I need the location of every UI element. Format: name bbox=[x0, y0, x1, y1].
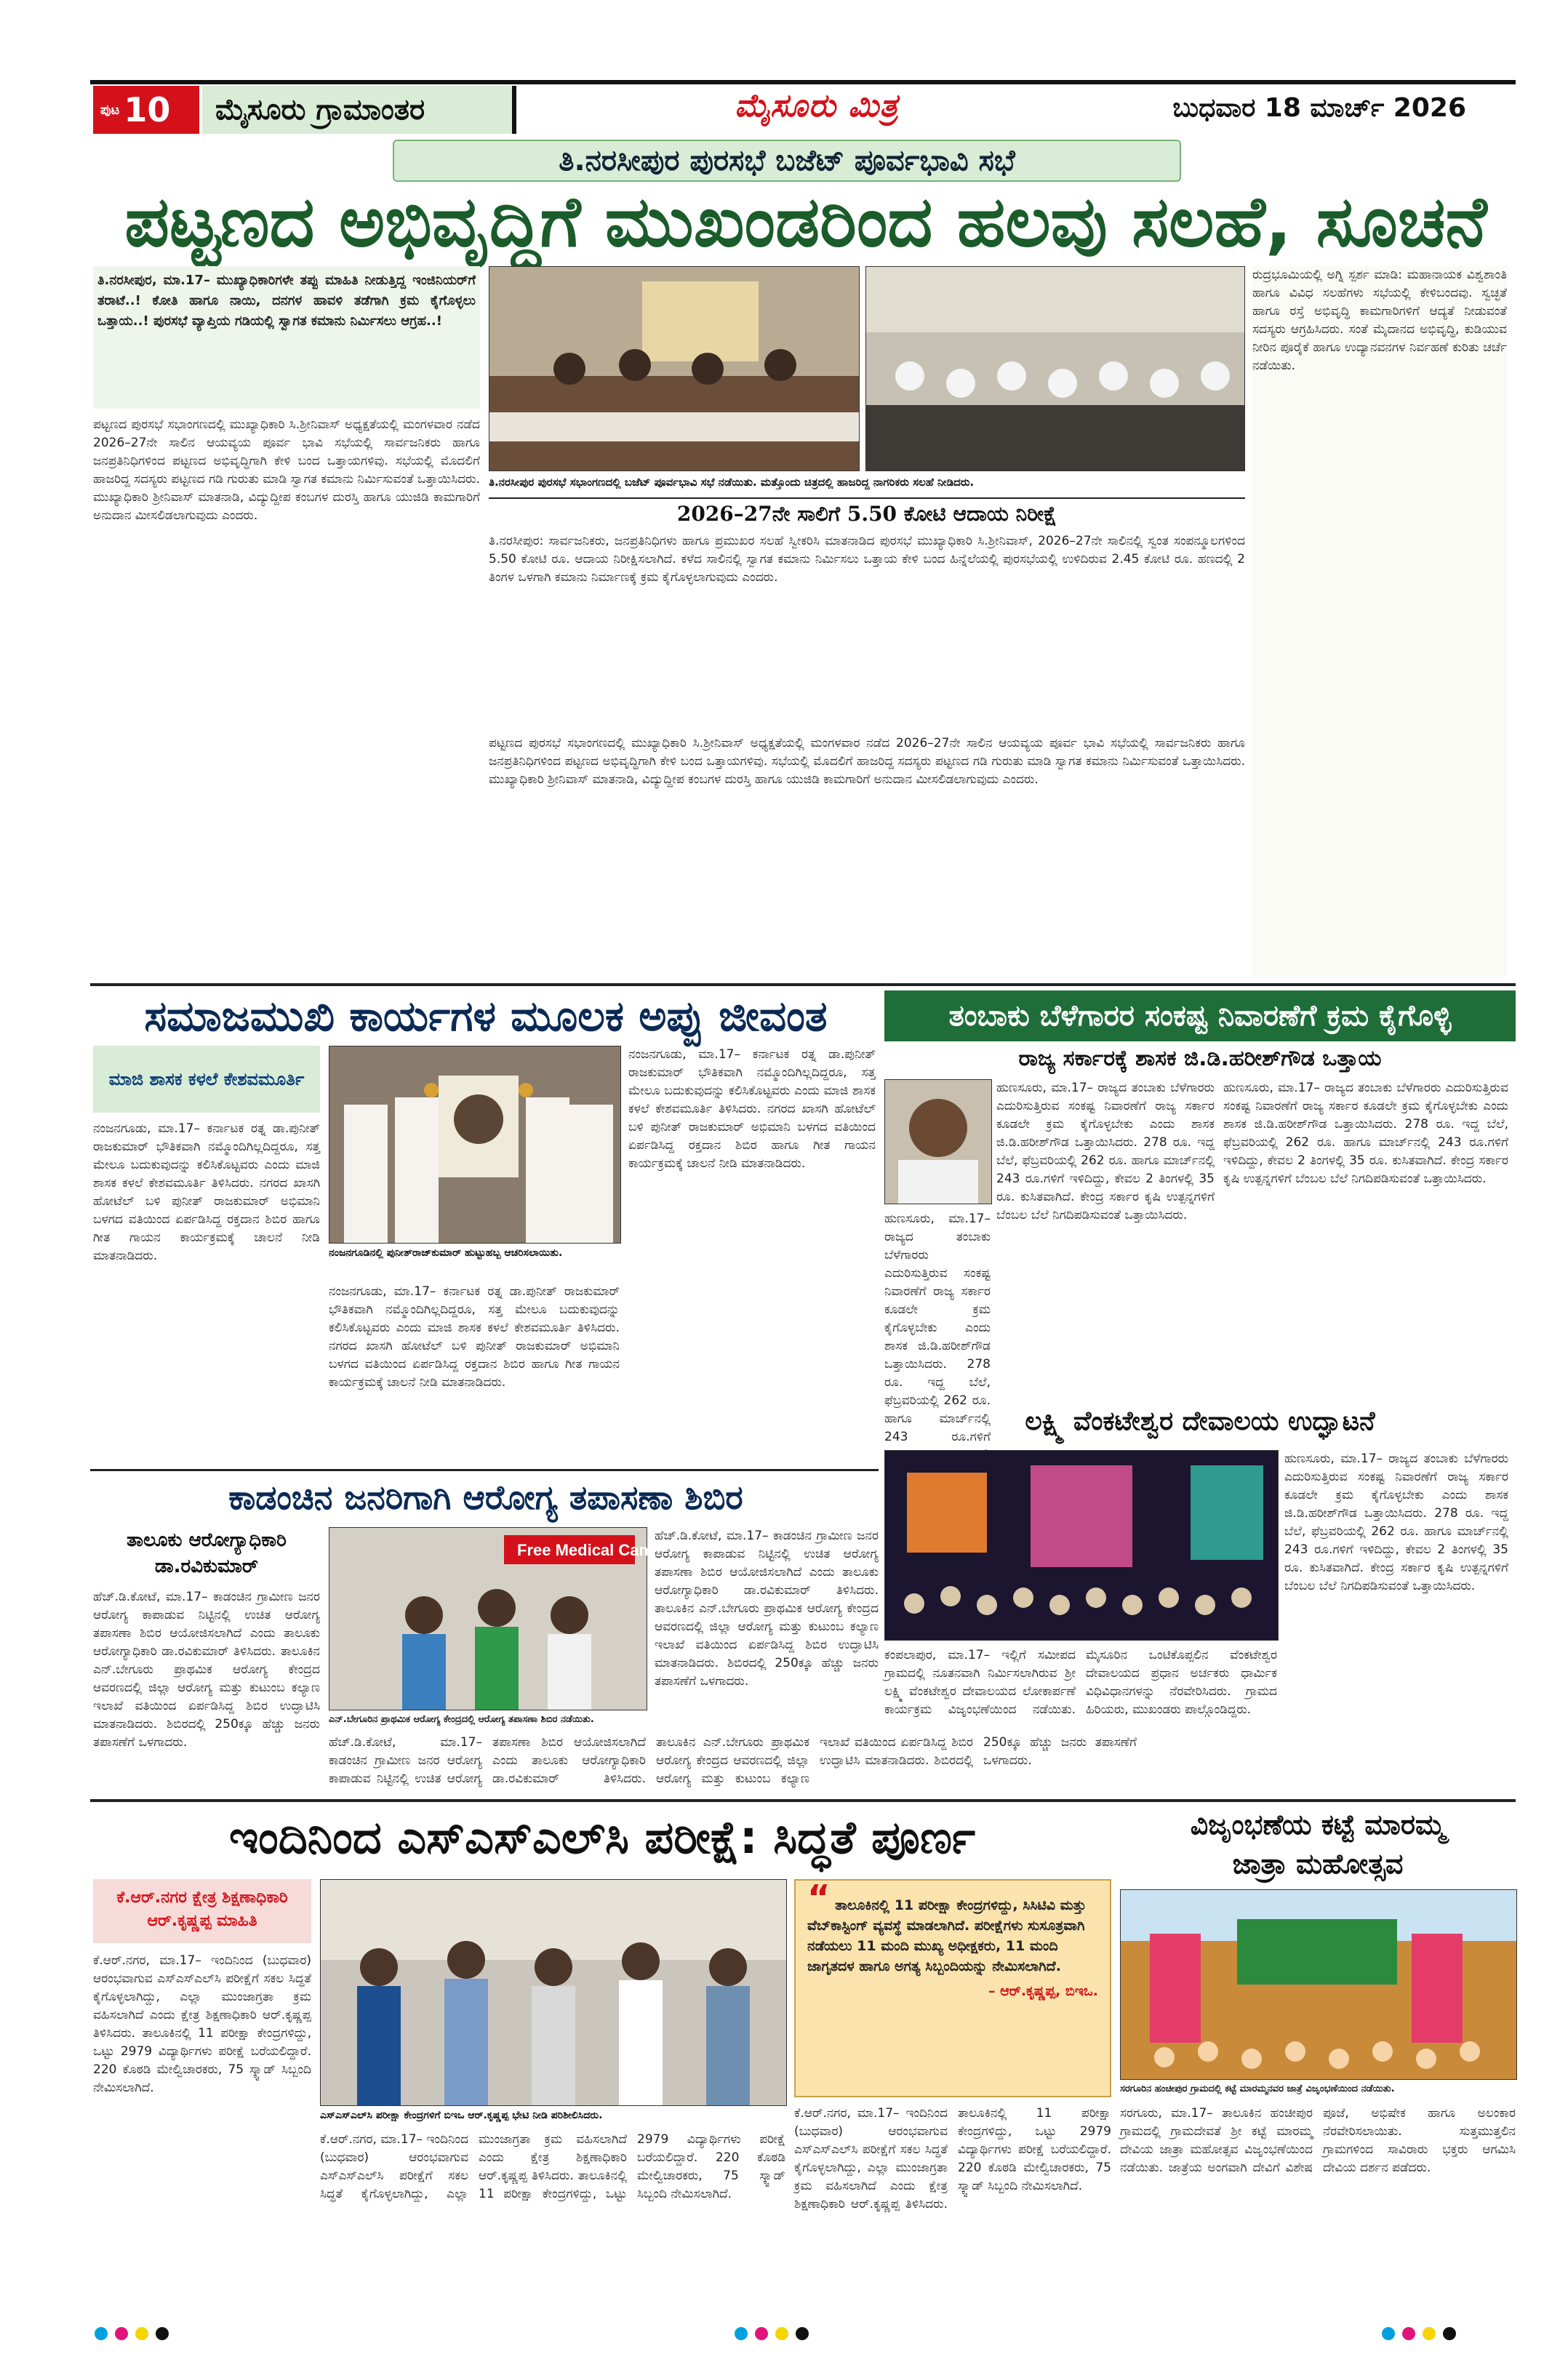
exam-inspection-image bbox=[321, 1880, 786, 2105]
story3-subhead: ರಾಜ್ಯ ಸರ್ಕಾರಕ್ಕೆ ಶಾಸಕ ಜಿ.ಡಿ.ಹರೀಶ್‌ಗೌಡ ಒತ್ತಾಯ bbox=[1018, 1046, 1382, 1071]
section-name: ಮೈಸೂರು ಗ್ರಾಮಾಂತರ bbox=[202, 86, 516, 134]
story5-body-col2: ಕೆ.ಆರ್.ನಗರ, ಮಾ.17– ಇಂದಿನಿಂದ (ಬುಧವಾರ) ಆರಂಭವಾಗುವ ಎಸ್‌ಎಸ್‌ಎಲ್‌ಸಿ ಪರೀಕ್ಷೆಗೆ ಸಕಲ ಸಿದ್ಧತೆ ಕೈಗೊಳ್ಳಲಾಗಿದ್ದು, ಎಲ್ಲಾ ಮುಂಜಾಗ್ರತಾ ಕ್ರಮ ವಹಿಸಲಾಗಿದೆ ಎಂದು ಕ್ಷೇತ್ರ ಶಿಕ್ಷಣಾಧಿಕಾರಿ ಆರ್.ಕೃಷ್ಣಪ್ಪ ತಿಳಿಸಿದರು. ತಾಲೂಕಿನಲ್ಲಿ 11 ಪರೀಕ್ಷಾ ಕೇಂದ್ರಗಳಿದ್ದು, ಒಟ್ಟು 2979 ವಿದ್ಯಾರ್ಥಿಗಳು ಪರೀಕ್ಷೆ ಬರೆಯಲಿದ್ದಾರೆ. 220 ಕೊಠಡಿ ಮೇಲ್ವಿಚಾರಕರು, 75 ಸ್ಕ್ವಾಡ್ ಸಿಬ್ಬಂದಿ ನೇಮಿಸಲಾಗಿದೆ. bbox=[320, 2132, 785, 2201]
story2-body-col3: ನಂಜನಗೂಡು, ಮಾ.17– ಕರ್ನಾಟಕ ರತ್ನ ಡಾ.ಪುನೀತ್ ರಾಜಕುಮಾರ್ ಭೌತಿಕವಾಗಿ ನಮ್ಮೊಂದಿಗಿಲ್ಲದಿದ್ದರೂ, ಸತ್ತ ಮೇಲೂ ಬದುಕುವುದನ್ನು ಕಲಿಸಿಕೊಟ್ಟವರು ಎಂದು ಮಾಜಿ ಶಾಸಕ ಕಳಲೆ ಕೇಶವಮೂರ್ತಿ ತಿಳಿಸಿದರು. ನಗರದ ಖಾಸಗಿ ಹೋಟೆಲ್ ಬಳಿ ಪುನೀತ್ ರಾಜಕುಮಾರ್ ಅಭಿಮಾನಿ ಬಳಗದ ವತಿಯಿಂದ ಏರ್ಪಡಿಸಿದ್ದ ರಕ್ತದಾನ ಶಿಬಿರ ಹಾಗೂ ಗೀತ ಗಾಯನ ಕಾರ್ಯಕ್ರಮಕ್ಕೆ ಚಾಲನೆ ನೀಡಿ ಮಾತನಾಡಿದರು. bbox=[628, 1047, 876, 1171]
health-camp-image bbox=[329, 1528, 663, 1710]
magenta-dot-icon bbox=[115, 2327, 128, 2340]
cyan-dot-icon bbox=[95, 2327, 108, 2340]
page-number: 10 bbox=[124, 90, 171, 129]
cyan-dot-icon bbox=[735, 2327, 748, 2340]
story3-event-body: ಕಂಪಲಾಪುರ, ಮಾ.17– ಇಲ್ಲಿಗೆ ಸಮೀಪದ ಗ್ರಾಮದಲ್ಲಿ ನೂತನವಾಗಿ ನಿರ್ಮಿಸಲಾಗಿರುವ ಶ್ರೀ ಲಕ್ಷ್ಮಿ ವೆಂಕಟೇಶ್ವರ ದೇವಾಲಯದ ಲೋಕಾರ್ಪಣೆ ಕಾರ್ಯಕ್ರಮ ವಿಜೃಂಭಣೆಯಿಂದ ನಡೆಯಿತು. ಮೈಸೂರಿನ ಒಂಟಿಕೊಪ್ಪಲಿನ ವೆಂಕಟೇಶ್ವರ ದೇವಾಲಯದ ಪ್ರಧಾನ ಅರ್ಚಕರು ಧಾರ್ಮಿಕ ವಿಧಿವಿಧಾನಗಳನ್ನು ನೆರವೇರಿಸಿದರು. ಗ್ರಾಮದ ಹಿರಿಯರು, ಮುಖಂಡರು ಪಾಲ್ಗೊಂಡಿದ್ದರು. bbox=[884, 1648, 1277, 1717]
story1-kicker: ತಿ.ನರಸೀಪುರ ಪುರಸಭೆ ಬಜೆಟ್ ಪೂರ್ವಭಾವಿ ಸಭೆ bbox=[393, 140, 1181, 182]
story4-photo bbox=[329, 1527, 663, 1710]
black-dot-icon bbox=[796, 2327, 809, 2340]
section-divider bbox=[90, 1799, 1516, 1802]
story2-headline: ಸಮಾಜಮುಖಿ ಕಾರ್ಯಗಳ ಮೂಲಕ ಅಪ್ಪು ಜೀವಂತ bbox=[144, 991, 828, 1041]
story5-body: ಕೆ.ಆರ್.ನಗರ, ಮಾ.17– ಇಂದಿನಿಂದ (ಬುಧವಾರ) ಆರಂಭವಾಗುವ ಎಸ್‌ಎಸ್‌ಎಲ್‌ಸಿ ಪರೀಕ್ಷೆಗೆ ಸಕಲ ಸಿದ್ಧತೆ ಕೈಗೊಳ್ಳಲಾಗಿದ್ದು, ಎಲ್ಲಾ ಮುಂಜಾಗ್ರತಾ ಕ್ರಮ ವಹಿಸಲಾಗಿದೆ ಎಂದು ಕ್ಷೇತ್ರ ಶಿಕ್ಷಣಾಧಿಕಾರಿ ಆರ್.ಕೃಷ್ಣಪ್ಪ ತಿಳಿಸಿದರು. ತಾಲೂಕಿನಲ್ಲಿ 11 ಪರೀಕ್ಷಾ ಕೇಂದ್ರಗಳಿದ್ದು, ಒಟ್ಟು 2979 ವಿದ್ಯಾರ್ಥಿಗಳು ಪರೀಕ್ಷೆ ಬರೆಯಲಿದ್ದಾರೆ. 220 ಕೊಠಡಿ ಮೇಲ್ವಿಚಾರಕರು, 75 ಸ್ಕ್ವಾಡ್ ಸಿಬ್ಬಂದಿ ನೇಮಿಸಲಾಗಿದೆ. bbox=[93, 1953, 311, 2095]
story4-subhead-line2: ಡಾ.ರವಿಕುಮಾರ್ bbox=[154, 1556, 259, 1577]
story5-photo bbox=[320, 1879, 787, 2106]
story5-photo-caption: ಎಸ್‌ಎಸ್‌ಎಲ್‌ಸಿ ಪರೀಕ್ಷಾ ಕೇಂದ್ರಗಳಿಗೆ ಬಿಇಒ ಆರ್.ಕೃಷ್ಣಪ್ಪ ಭೇಟಿ ನೀಡಿ ಪರಿಶೀಲಿಸಿದರು. bbox=[320, 2107, 785, 2125]
newspaper-logo: ಮೈಸೂರು ಮಿತ್ರ bbox=[735, 87, 899, 124]
story3-event-title: ಲಕ್ಷ್ಮಿ ವೆಂಕಟೇಶ್ವರ ದೇವಾಲಯ ಉದ್ಘಾಟನೆ bbox=[1025, 1406, 1375, 1436]
story2-body-col2: ನಂಜನಗೂಡು, ಮಾ.17– ಕರ್ನಾಟಕ ರತ್ನ ಡಾ.ಪುನೀತ್ ರಾಜಕುಮಾರ್ ಭೌತಿಕವಾಗಿ ನಮ್ಮೊಂದಿಗಿಲ್ಲದಿದ್ದರೂ, ಸತ್ತ ಮೇಲೂ ಬದುಕುವುದನ್ನು ಕಲಿಸಿಕೊಟ್ಟವರು ಎಂದು ಮಾಜಿ ಶಾಸಕ ಕಳಲೆ ಕೇಶವಮೂರ್ತಿ ತಿಳಿಸಿದರು. ನಗರದ ಖಾಸಗಿ ಹೋಟೆಲ್ ಬಳಿ ಪುನೀತ್ ರಾಜಕುಮಾರ್ ಅಭಿಮಾನಿ ಬಳಗದ ವತಿಯಿಂದ ಏರ್ಪಡಿಸಿದ್ದ ರಕ್ತದಾನ ಶಿಬಿರ ಹಾಗೂ ಗೀತ ಗಾಯನ ಕಾರ್ಯಕ್ರಮಕ್ಕೆ ಚಾಲನೆ ನೀಡಿ ಮಾತನಾಡಿದರು. bbox=[329, 1284, 620, 1390]
page-word: ಪುಟ bbox=[100, 102, 120, 118]
black-dot-icon bbox=[1443, 2327, 1456, 2340]
yellow-dot-icon bbox=[1423, 2327, 1436, 2340]
story2-body: ನಂಜನಗೂಡು, ಮಾ.17– ಕರ್ನಾಟಕ ರತ್ನ ಡಾ.ಪುನೀತ್ ರಾಜಕುಮಾರ್ ಭೌತಿಕವಾಗಿ ನಮ್ಮೊಂದಿಗಿಲ್ಲದಿದ್ದರೂ, ಸತ್ತ ಮೇಲೂ ಬದುಕುವುದನ್ನು ಕಲಿಸಿಕೊಟ್ಟವರು ಎಂದು ಮಾಜಿ ಶಾಸಕ ಕಳಲೆ ಕೇಶವಮೂರ್ತಿ ತಿಳಿಸಿದರು. ನಗರದ ಖಾಸಗಿ ಹೋಟೆಲ್ ಬಳಿ ಪುನೀತ್ ರಾಜಕುಮಾರ್ ಅಭಿಮಾನಿ ಬಳಗದ ವತಿಯಿಂದ ಏರ್ಪಡಿಸಿದ್ದ ರಕ್ತದಾನ ಶಿಬಿರ ಹಾಗೂ ಗೀತ ಗಾಯನ ಕಾರ್ಯಕ್ರಮಕ್ಕೆ ಚಾಲನೆ ನೀಡಿ ಮಾತನಾಡಿದರು. bbox=[93, 1121, 320, 1263]
appu-tribute-image bbox=[329, 1046, 620, 1243]
story1-body: ಪಟ್ಟಣದ ಪುರಸಭೆ ಸಭಾಂಗಣದಲ್ಲಿ ಮುಖ್ಯಾಧಿಕಾರಿ ಸಿ.ಶ್ರೀನಿವಾಸ್ ಅಧ್ಯಕ್ಷತೆಯಲ್ಲಿ ಮಂಗಳವಾರ ನಡೆದ 2026–27ನೇ ಸಾಲಿನ ಆಯವ್ಯಯ ಪೂರ್ವ ಭಾವಿ ಸಭೆಯಲ್ಲಿ ಸಾರ್ವಜನಿಕರು ಹಾಗೂ ಜನಪ್ರತಿನಿಧಿಗಳಿಂದ ಪಟ್ಟಣದ ಅಭಿವೃದ್ಧಿಗಾಗಿ ಕೇಳಿ ಬಂದ ಒತ್ತಾಯಗಳಿವು. ಸಭೆಯಲ್ಲಿ ಮೊದಲಿಗೆ ಹಾಜರಿದ್ದ ಸದಸ್ಯರು ಪಟ್ಟಣದ ಗಡಿ ಗುರುತು ಮಾಡಿ ಸ್ವಾಗತ ಕಮಾನು ನಿರ್ಮಿಸುವಂತೆ ಒತ್ತಾಯಿಸಿದರು. ಮುಖ್ಯಾಧಿಕಾರಿ ಶ್ರೀನಿವಾಸ್ ಮಾತನಾಡಿ, ವಿದ್ಯುದ್ದೀಪ ಕಂಬಗಳ ದುರಸ್ತಿ ಹಾಗೂ ಯುಜಿಡಿ ಕಾಮಗಾರಿಗೆ ಅನುದಾನ ಮೀಸಲಿಡಲಾಗುವುದು ಎಂದರು. bbox=[93, 417, 480, 523]
story1-photo-audience bbox=[865, 266, 1245, 471]
story5-subhead-line2: ಆರ್.ಕೃಷ್ಣಪ್ಪ ಮಾಹಿತಿ bbox=[147, 1912, 257, 1930]
section-divider bbox=[90, 983, 1516, 986]
story5-quote bbox=[794, 1879, 1111, 2097]
registration-marks-center bbox=[735, 2327, 858, 2343]
story3-body-col1: ಹುಣಸೂರು, ಮಾ.17– ರಾಜ್ಯದ ತಂಬಾಕು ಬೆಳೆಗಾರರು ಎದುರಿಸುತ್ತಿರುವ ಸಂಕಷ್ಟ ನಿವಾರಣೆಗೆ ರಾಜ್ಯ ಸರ್ಕಾರ ಕೂಡಲೇ ಕ್ರಮ ಕೈಗೊಳ್ಳಬೇಕು ಎಂದು ಶಾಸಕ ಜಿ.ಡಿ.ಹರೀಶ್‌ಗೌಡ ಒತ್ತಾಯಿಸಿದರು. 278 ರೂ. ಇದ್ದ ಬೆಲೆ, ಫೆಬ್ರವರಿಯಲ್ಲಿ 262 ರೂ. ಹಾಗೂ ಮಾರ್ಚ್‌ನಲ್ಲಿ 243 ರೂ.ಗಳಿಗೆ bbox=[884, 1212, 991, 1444]
story5-headline: ಇಂದಿನಿಂದ ಎಸ್‌ಎಸ್‌ಎಲ್‌ಸಿ ಪರೀಕ್ಷೆ: ಸಿದ್ಧತೆ ಪೂರ್ಣ bbox=[228, 1811, 976, 1864]
story4-headline: ಕಾಡಂಚಿನ ಜನರಿಗಾಗಿ ಆರೋಗ್ಯ ತಪಾಸಣಾ ಶಿಬಿರ bbox=[228, 1478, 743, 1517]
masthead-rule bbox=[90, 80, 1516, 84]
audience-image bbox=[866, 267, 1244, 471]
story4-body-col3: ಹೆಚ್.ಡಿ.ಕೋಟೆ, ಮಾ.17– ಕಾಡಂಚಿನ ಗ್ರಾಮೀಣ ಜನರ ಆರೋಗ್ಯ ಕಾಪಾಡುವ ನಿಟ್ಟಿನಲ್ಲಿ ಉಚಿತ ಆರೋಗ್ಯ ತಪಾಸಣಾ ಶಿಬಿರ ಆಯೋಜಿಸಲಾಗಿದೆ ಎಂದು ತಾಲೂಕು ಆರೋಗ್ಯಾಧಿಕಾರಿ ಡಾ.ರವಿಕುಮಾರ್ ತಿಳಿಸಿದರು. ತಾಲೂಕಿನ ಎನ್.ಬೇಗೂರು ಪ್ರಾಥಮಿಕ ಆರೋಗ್ಯ ಕೇಂದ್ರದ ಆವರಣದಲ್ಲಿ ಜಿಲ್ಲಾ ಆರೋಗ್ಯ ಮತ್ತು ಕುಟುಂಬ ಕಲ್ಯಾಣ ಇಲಾಖೆ ವತಿಯಿಂದ ಏರ್ಪಡಿಸಿದ್ದ ಶಿಬಿರ ಉದ್ಘಾಟಿಸಿ ಮಾತನಾಡಿದರು. ಶಿಬಿರದಲ್ಲಿ 250ಕ್ಕೂ ಹೆಚ್ಚು ಜನರು ತಪಾಸಣೆಗೆ ಒಳಗಾದರು. bbox=[655, 1529, 879, 1689]
story4-subhead bbox=[93, 1527, 320, 1582]
story6-photo-caption: ಸರಗೂರಿನ ಹಂಚೀಪುರ ಗ್ರಾಮದಲ್ಲಿ ಕಟ್ಟೆ ಮಾರಮ್ಮನವರ ಜಾತ್ರೆ ವಿಜೃಂಭಣೆಯಿಂದ ನಡೆಯಿತು. bbox=[1120, 2081, 1516, 2099]
story1-right-column: ರುದ್ರಭೂಮಿಯಲ್ಲಿ ಅಗ್ನಿ ಸ್ಪರ್ಶ ಮಾಡಿ: ಮಹಾನಾಯಕ ವಿಶ್ವಶಾಂತಿ ಹಾಗೂ ವಿವಿಧ ಸಲಹೆಗಳು ಸಭೆಯಲ್ಲಿ ಕೇಳಿಬಂದವು. ಸ್ವಚ್ಛತೆ ಹಾಗೂ ರಸ್ತೆ ಅಭಿವೃದ್ಧಿ ಕಾಮಗಾರಿಗಳಿಗೆ ಆದ್ಯತೆ ನೀಡುವಂತೆ ಸದಸ್ಯರು ಆಗ್ರಹಿಸಿದರು. ಸಂತೆ ಮೈದಾನದ ಅಭಿವೃದ್ಧಿ, ಕುಡಿಯುವ ನೀರಿನ ಪೂರೈಕೆ ಹಾಗೂ ಉದ್ಯಾನವನಗಳ ನಿರ್ವಹಣೆ ಕುರಿತು ಚರ್ಚೆ ನಡೆಯಿತು. bbox=[1252, 266, 1507, 976]
story6-photo bbox=[1120, 1889, 1517, 2080]
story4-subhead-line1: ತಾಲೂಕು ಆರೋಗ್ಯಾಧಿಕಾರಿ bbox=[127, 1529, 287, 1551]
story3-headline: ತಂಬಾಕು ಬೆಳೆಗಾರರ ಸಂಕಷ್ಟ ನಿವಾರಣೆಗೆ ಕ್ರಮ ಕೈಗೊಳ್ಳಿ bbox=[884, 990, 1516, 1041]
story4-body-col2: ಹೆಚ್.ಡಿ.ಕೋಟೆ, ಮಾ.17– ಕಾಡಂಚಿನ ಗ್ರಾಮೀಣ ಜನರ ಆರೋಗ್ಯ ಕಾಪಾಡುವ ನಿಟ್ಟಿನಲ್ಲಿ ಉಚಿತ ಆರೋಗ್ಯ ತಪಾಸಣಾ ಶಿಬಿರ ಆಯೋಜಿಸಲಾಗಿದೆ ಎಂದು ತಾಲೂಕು ಆರೋಗ್ಯಾಧಿಕಾರಿ ಡಾ.ರವಿಕುಮಾರ್ ತಿಳಿಸಿದರು. ತಾಲೂಕಿನ ಎನ್.ಬೇಗೂರು ಪ್ರಾಥಮಿಕ ಆರೋಗ್ಯ ಕೇಂದ್ರದ ಆವರಣದಲ್ಲಿ ಜಿಲ್ಲಾ ಆರೋಗ್ಯ ಮತ್ತು ಕುಟುಂಬ ಕಲ್ಯಾಣ ಇಲಾಖೆ ವತಿಯಿಂದ ಏರ್ಪಡಿಸಿದ್ದ ಶಿಬಿರ ಉದ್ಘಾಟಿಸಿ ಮಾತನಾಡಿದರು. ಶಿಬಿರದಲ್ಲಿ 250ಕ್ಕೂ ಹೆಚ್ಚು ಜನರು ತಪಾಸಣೆಗೆ ಒಳಗಾದರು. bbox=[329, 1735, 1137, 1786]
jatra-festival-image bbox=[1121, 1890, 1516, 2079]
portrait-image bbox=[885, 1080, 991, 1204]
camp-banner-text: Free Medical Camp bbox=[517, 1541, 663, 1559]
story1-photo-meeting-stage bbox=[489, 266, 860, 471]
story3-body: ಹುಣಸೂರು, ಮಾ.17– ರಾಜ್ಯದ ತಂಬಾಕು ಬೆಳೆಗಾರರು ಎದುರಿಸುತ್ತಿರುವ ಸಂಕಷ್ಟ ನಿವಾರಣೆಗೆ ರಾಜ್ಯ ಸರ್ಕಾರ ಕೂಡಲೇ ಕ್ರಮ ಕೈಗೊಳ್ಳಬೇಕು ಎಂದು ಶಾಸಕ ಜಿ.ಡಿ.ಹರೀಶ್‌ಗೌಡ ಒತ್ತಾಯಿಸಿದರು. 278 ರೂ. ಇದ್ದ ಬೆಲೆ, ಫೆಬ್ರವರಿಯಲ್ಲಿ 262 ರೂ. ಹಾಗೂ ಮಾರ್ಚ್‌ನಲ್ಲಿ 243 ರೂ.ಗಳಿಗೆ ಇಳಿದಿದ್ದು, ಕೇವಲ 2 ತಿಂಗಳಲ್ಲಿ 35 ರೂ. ಕುಸಿತವಾಗಿದೆ. ಕೇಂದ್ರ ಸರ್ಕಾರ ಕೃಷಿ ಉತ್ಪನ್ನಗಳಿಗೆ ಬೆಂಬಲ ಬೆಲೆ ನಿಗದಿಪಡಿಸುವಂತೆ ಒತ್ತಾಯಿಸಿದರು. bbox=[996, 1081, 1215, 1222]
story1-headline: ಪಟ್ಟಣದ ಅಭಿವೃದ್ಧಿಗೆ ಮುಖಂಡರಿಂದ ಹಲವು ಸಲಹೆ, ಸೂಚನೆ bbox=[124, 181, 1487, 263]
temple-festival-image bbox=[885, 1451, 1278, 1640]
yellow-dot-icon bbox=[775, 2327, 788, 2340]
story2-photo-caption: ನಂಜನಗೂಡಿನಲ್ಲಿ ಪುನೀತ್‌ರಾಜ್‌ಕುಮಾರ್ ಹುಟ್ಟುಹಬ್ಬ ಆಚರಿಸಲಾಯಿತು. bbox=[329, 1245, 620, 1278]
black-dot-icon bbox=[156, 2327, 169, 2340]
story5-body-col3: ಕೆ.ಆರ್.ನಗರ, ಮಾ.17– ಇಂದಿನಿಂದ (ಬುಧವಾರ) ಆರಂಭವಾಗುವ ಎಸ್‌ಎಸ್‌ಎಲ್‌ಸಿ ಪರೀಕ್ಷೆಗೆ ಸಕಲ ಸಿದ್ಧತೆ ಕೈಗೊಳ್ಳಲಾಗಿದ್ದು, ಎಲ್ಲಾ ಮುಂಜಾಗ್ರತಾ ಕ್ರಮ ವಹಿಸಲಾಗಿದೆ ಎಂದು ಕ್ಷೇತ್ರ ಶಿಕ್ಷಣಾಧಿಕಾರಿ ಆರ್.ಕೃಷ್ಣಪ್ಪ ತಿಳಿಸಿದರು. ತಾಲೂಕಿನಲ್ಲಿ 11 ಪರೀಕ್ಷಾ ಕೇಂದ್ರಗಳಿದ್ದು, ಒಟ್ಟು 2979 ವಿದ್ಯಾರ್ಥಿಗಳು ಪರೀಕ್ಷೆ ಬರೆಯಲಿದ್ದಾರೆ. 220 ಕೊಠಡಿ ಮೇಲ್ವಿಚಾರಕರು, 75 ಸ್ಕ್ವಾಡ್ ಸಿಬ್ಬಂದಿ ನೇಮಿಸಲಾಗಿದೆ. bbox=[794, 2106, 1111, 2211]
story5-quote-text: ತಾಲೂಕಿನಲ್ಲಿ 11 ಪರೀಕ್ಷಾ ಕೇಂದ್ರಗಳಿದ್ದು, ಸಿಸಿಟಿವಿ ಮತ್ತು ವೆಬ್‌ಕಾಸ್ಟಿಂಗ್ ವ್ಯವಸ್ಥೆ ಮಾಡಲಾಗಿದೆ. ಪರೀಕ್ಷೆಗಳು ಸುಸೂತ್ರವಾಗಿ ನಡೆಯಲು 11 ಮಂದಿ ಮುಖ್ಯ ಅಧೀಕ್ಷಕರು, 11 ಮಂದಿ ಜಾಗೃತದಳ ಹಾಗೂ ಅಗತ್ಯ ಸಿಬ್ಬಂದಿಯನ್ನು ನೇಮಿಸಲಾಗಿದೆ. bbox=[807, 1897, 1087, 1974]
story6-headline-line2: ಜಾತ್ರಾ ಮಹೋತ್ಸವ bbox=[1232, 1848, 1404, 1880]
story1-body-continued: ಪಟ್ಟಣದ ಪುರಸಭೆ ಸಭಾಂಗಣದಲ್ಲಿ ಮುಖ್ಯಾಧಿಕಾರಿ ಸಿ.ಶ್ರೀನಿವಾಸ್ ಅಧ್ಯಕ್ಷತೆಯಲ್ಲಿ ಮಂಗಳವಾರ ನಡೆದ 2026–27ನೇ ಸಾಲಿನ ಆಯವ್ಯಯ ಪೂರ್ವ ಭಾವಿ ಸಭೆಯಲ್ಲಿ ಸಾರ್ವಜನಿಕರು ಹಾಗೂ ಜನಪ್ರತಿನಿಧಿಗಳಿಂದ ಪಟ್ಟಣದ ಅಭಿವೃದ್ಧಿಗಾಗಿ ಕೇಳಿ ಬಂದ ಒತ್ತಾಯಗಳಿವು. ಸಭೆಯಲ್ಲಿ ಮೊದಲಿಗೆ ಹಾಜರಿದ್ದ ಸದಸ್ಯರು ಪಟ್ಟಣದ ಗಡಿ ಗುರುತು ಮಾಡಿ ಸ್ವಾಗತ ಕಮಾನು ನಿರ್ಮಿಸುವಂತೆ ಒತ್ತಾಯಿಸಿದರು. ಮುಖ್ಯಾಧಿಕಾರಿ ಶ್ರೀನಿವಾಸ್ ಮಾತನಾಡಿ, ವಿದ್ಯುದ್ದೀಪ ಕಂಬಗಳ ದುರಸ್ತಿ ಹಾಗೂ ಯುಜಿಡಿ ಕಾಮಗಾರಿಗೆ ಅನುದಾನ ಮೀಸಲಿಡಲಾಗುವುದು ಎಂದರು. bbox=[489, 736, 1245, 787]
story6-headline bbox=[1120, 1805, 1516, 1885]
story3-photo-mla bbox=[884, 1079, 992, 1204]
magenta-dot-icon bbox=[755, 2327, 768, 2340]
story1-lead: ತಿ.ನರಸೀಪುರ, ಮಾ.17– ಮುಖ್ಯಾಧಿಕಾರಿಗಳೇ ತಪ್ಪು ಮಾಹಿತಿ ನೀಡುತ್ತಿದ್ದ ಇಂಜಿನಿಯರ್‌ಗೆ ತರಾಟೆ..! ಕೋತಿ ಹಾಗೂ ನಾಯಿ, ದನಗಳ ಹಾವಳಿ ತಡೆಗಾಗಿ ಕ್ರಮ ಕೈಗೊಳ್ಳಲು ಒತ್ತಾಯ..! ಪುರಸಭೆ ವ್ಯಾಪ್ತಿಯ ಗಡಿಯಲ್ಲಿ ಸ್ವಾಗತ ಕಮಾನು ನಿರ್ಮಿಸಲು ಆಗ್ರಹ..! bbox=[93, 266, 480, 409]
cyan-dot-icon bbox=[1382, 2327, 1395, 2340]
story1-photo-caption: ತಿ.ನರಸೀಪುರ ಪುರಸಭೆ ಸಭಾಂಗಣದಲ್ಲಿ ಬಜೆಟ್ ಪೂರ್ವಭಾವಿ ಸಭೆ ನಡೆಯಿತು. ಮತ್ತೊಂದು ಚಿತ್ರದಲ್ಲಿ ಹಾಜರಿದ್ದ ನಾಗರಿಕರು ಸಲಹೆ ನೀಡಿದರು. bbox=[489, 474, 1245, 492]
story2-subhead-text: ಮಾಜಿ ಶಾಸಕ ಕಳಲೆ ಕೇಶವಮೂರ್ತಿ bbox=[108, 1069, 305, 1089]
meeting-stage-image bbox=[489, 267, 859, 471]
registration-marks-left bbox=[95, 2327, 218, 2343]
yellow-dot-icon bbox=[135, 2327, 148, 2340]
story3-body-col4: ಹುಣಸೂರು, ಮಾ.17– ರಾಜ್ಯದ ತಂಬಾಕು ಬೆಳೆಗಾರರು ಎದುರಿಸುತ್ತಿರುವ ಸಂಕಷ್ಟ ನಿವಾರಣೆಗೆ ರಾಜ್ಯ ಸರ್ಕಾರ ಕೂಡಲೇ ಕ್ರಮ ಕೈಗೊಳ್ಳಬೇಕು ಎಂದು ಶಾಸಕ ಜಿ.ಡಿ.ಹರೀಶ್‌ಗೌಡ ಒತ್ತಾಯಿಸಿದರು. 278 ರೂ. ಇದ್ದ ಬೆಲೆ, ಫೆಬ್ರವರಿಯಲ್ಲಿ 262 ರೂ. ಹಾಗೂ ಮಾರ್ಚ್‌ನಲ್ಲಿ 243 ರೂ.ಗಳಿಗೆ ಇಳಿದಿದ್ದು, ಕೇವಲ 2 ತಿಂಗಳಲ್ಲಿ 35 ರೂ. ಕುಸಿತವಾಗಿದೆ. ಕೇಂದ್ರ ಸರ್ಕಾರ ಕೃಷಿ ಉತ್ಪನ್ನಗಳಿಗೆ ಬೆಂಬಲ ಬೆಲೆ ನಿಗದಿಪಡಿಸುವಂತೆ ಒತ್ತಾಯಿಸಿದರು. bbox=[1284, 1452, 1508, 1593]
section-divider bbox=[90, 1469, 879, 1471]
story5-subhead-line1: ಕೆ.ಆರ್.ನಗರ ಕ್ಷೇತ್ರ ಶಿಕ್ಷಣಾಧಿಕಾರಿ bbox=[116, 1889, 288, 1907]
story5-quote-author: – ಆರ್.ಕೃಷ್ಣಪ್ಪ, ಬಿಇಒ. bbox=[988, 1983, 1098, 1999]
story5-subhead bbox=[93, 1879, 311, 1943]
story4-photo-caption: ಎನ್.ಬೇಗೂರಿನ ಪ್ರಾಥಮಿಕ ಆರೋಗ್ಯ ಕೇಂದ್ರದಲ್ಲಿ ಆರೋಗ್ಯ ತಪಾಸಣಾ ಶಿಬಿರ ನಡೆಯಿತು. bbox=[329, 1712, 646, 1729]
page-number-badge bbox=[93, 86, 199, 134]
divider bbox=[489, 497, 1245, 499]
dateline: ಬುಧವಾರ 18 ಮಾರ್ಚ್ 2026 bbox=[1172, 93, 1466, 123]
story3-body-col3: ಹುಣಸೂರು, ಮಾ.17– ರಾಜ್ಯದ ತಂಬಾಕು ಬೆಳೆಗಾರರು ಎದುರಿಸುತ್ತಿರುವ ಸಂಕಷ್ಟ ನಿವಾರಣೆಗೆ ರಾಜ್ಯ ಸರ್ಕಾರ ಕೂಡಲೇ ಕ್ರಮ ಕೈಗೊಳ್ಳಬೇಕು ಎಂದು ಶಾಸಕ ಜಿ.ಡಿ.ಹರೀಶ್‌ಗೌಡ ಒತ್ತಾಯಿಸಿದರು. 278 ರೂ. ಇದ್ದ ಬೆಲೆ, ಫೆಬ್ರವರಿಯಲ್ಲಿ 262 ರೂ. ಹಾಗೂ ಮಾರ್ಚ್‌ನಲ್ಲಿ 243 ರೂ.ಗಳಿಗೆ ಇಳಿದಿದ್ದು, ಕೇವಲ 2 ತಿಂಗಳಲ್ಲಿ 35 ರೂ. ಕುಸಿತವಾಗಿದೆ. ಕೇಂದ್ರ ಸರ್ಕಾರ ಕೃಷಿ ಉತ್ಪನ್ನಗಳಿಗೆ ಬೆಂಬಲ ಬೆಲೆ ನಿಗದಿಪಡಿಸುವಂತೆ ಒತ್ತಾಯಿಸಿದರು. bbox=[1223, 1081, 1508, 1186]
story2-photo bbox=[329, 1046, 621, 1244]
magenta-dot-icon bbox=[1402, 2327, 1415, 2340]
story1-subheadline: 2026–27ನೇ ಸಾಲಿಗೆ 5.50 ಕೋಟಿ ಆದಾಯ ನಿರೀಕ್ಷೆ bbox=[676, 502, 1057, 526]
quote-mark-icon: “ bbox=[807, 1878, 831, 1918]
story6-headline-line1: ವಿಜೃಂಭಣೆಯ ಕಟ್ಟೆ ಮಾರಮ್ಮ bbox=[1190, 1809, 1446, 1841]
story2-subhead bbox=[93, 1046, 320, 1113]
story6-body: ಸರಗೂರು, ಮಾ.17– ತಾಲೂಕಿನ ಹಂಚೀಪುರ ಗ್ರಾಮದಲ್ಲಿ ಗ್ರಾಮದೇವತೆ ಶ್ರೀ ಕಟ್ಟೆ ಮಾರಮ್ಮ ದೇವಿಯ ಜಾತ್ರಾ ಮಹೋತ್ಸವ ವಿಜೃಂಭಣೆಯಿಂದ ನಡೆಯಿತು. ಜಾತ್ರೆಯ ಅಂಗವಾಗಿ ದೇವಿಗೆ ವಿಶೇಷ ಪೂಜೆ, ಅಭಿಷೇಕ ಹಾಗೂ ಅಲಂಕಾರ ನೆರವೇರಿಸಲಾಯಿತು. ಸುತ್ತಮುತ್ತಲಿನ ಗ್ರಾಮಗಳಿಂದ ಸಾವಿರಾರು ಭಕ್ತರು ಆಗಮಿಸಿ ದೇವಿಯ ದರ್ಶನ ಪಡೆದರು. bbox=[1120, 2106, 1516, 2175]
story3-event-photo bbox=[884, 1450, 1279, 1641]
story4-body: ಹೆಚ್.ಡಿ.ಕೋಟೆ, ಮಾ.17– ಕಾಡಂಚಿನ ಗ್ರಾಮೀಣ ಜನರ ಆರೋಗ್ಯ ಕಾಪಾಡುವ ನಿಟ್ಟಿನಲ್ಲಿ ಉಚಿತ ಆರೋಗ್ಯ ತಪಾಸಣಾ ಶಿಬಿರ ಆಯೋಜಿಸಲಾಗಿದೆ ಎಂದು ತಾಲೂಕು ಆರೋಗ್ಯಾಧಿಕಾರಿ ಡಾ.ರವಿಕುಮಾರ್ ತಿಳಿಸಿದರು. ತಾಲೂಕಿನ ಎನ್.ಬೇಗೂರು ಪ್ರಾಥಮಿಕ ಆರೋಗ್ಯ ಕೇಂದ್ರದ ಆವರಣದಲ್ಲಿ ಜಿಲ್ಲಾ ಆರೋಗ್ಯ ಮತ್ತು ಕುಟುಂಬ ಕಲ್ಯಾಣ ಇಲಾಖೆ ವತಿಯಿಂದ ಏರ್ಪಡಿಸಿದ್ದ ಶಿಬಿರ ಉದ್ಘಾಟಿಸಿ ಮಾತನಾಡಿದರು. ಶಿಬಿರದಲ್ಲಿ 250ಕ್ಕೂ ಹೆಚ್ಚು ಜನರು ತಪಾಸಣೆಗೆ ಒಳಗಾದರು. bbox=[93, 1590, 320, 1750]
registration-marks-right bbox=[1382, 2327, 1505, 2343]
story1-sub-body: ತಿ.ನರಸೀಪುರ: ಸಾರ್ವಜನಿಕರು, ಜನಪ್ರತಿನಿಧಿಗಳು ಹಾಗೂ ಪ್ರಮುಖರ ಸಲಹೆ ಸ್ವೀಕರಿಸಿ ಮಾತನಾಡಿದ ಪುರಸಭೆ ಮುಖ್ಯಾಧಿಕಾರಿ ಸಿ.ಶ್ರೀನಿವಾಸ್, 2026–27ನೇ ಸಾಲಿನಲ್ಲಿ ಸ್ವಂತ ಸಂಪನ್ಮೂಲಗಳಿಂದ 5.50 ಕೋಟಿ ರೂ. ಆದಾಯ ನಿರೀಕ್ಷಿಸಲಾಗಿದೆ. ಕಳೆದ ಸಾಲಿನಲ್ಲಿ ಸ್ವಾಗತ ಕಮಾನು ನಿರ್ಮಿಸಲು ಒತ್ತಾಯ ಕೇಳಿ ಬಂದ ಹಿನ್ನೆಲೆಯಲ್ಲಿ ಪುರಸಭೆಯಲ್ಲಿ ಉಳಿದಿರುವ 2.45 ಕೋಟಿ ರೂ. ಹಣದಲ್ಲಿ 2 ತಿಂಗಳ ಒಳಗಾಗಿ ಕಮಾನು ನಿರ್ಮಾಣಕ್ಕೆ ಕ್ರಮ ಕೈಗೊಳ್ಳಲಾಗುವುದು ಎಂದರು. bbox=[489, 534, 1245, 585]
